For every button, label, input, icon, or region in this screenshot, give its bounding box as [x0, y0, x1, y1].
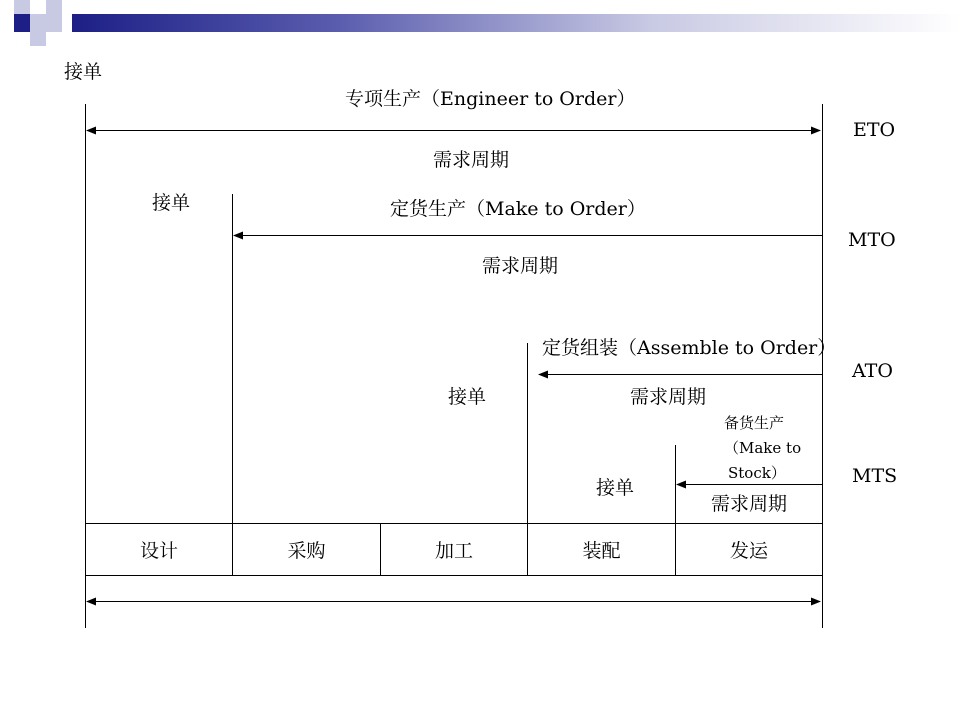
mto-code: MTO [848, 229, 896, 251]
eto-cycle-label: 需求周期 [433, 149, 510, 171]
eto-title: 专项生产（Engineer to Order） [345, 88, 636, 110]
mts-order-label: 接单 [596, 477, 635, 499]
mts-title-line2: （Make to [724, 439, 802, 457]
mto-order-label: 接单 [152, 192, 191, 214]
mts-title-line1: 备货生产 [724, 414, 785, 432]
stage-design: 设计 [139, 540, 178, 562]
eto-order-label: 接单 [64, 61, 103, 83]
ato-cycle-label: 需求周期 [630, 386, 707, 408]
mto-title: 定货生产（Make to Order） [390, 198, 646, 220]
eto-code: ETO [853, 119, 896, 141]
mts-title-line3: Stock） [728, 464, 786, 482]
ato-order-label: 接单 [448, 386, 487, 408]
mto-cycle-label: 需求周期 [482, 255, 559, 277]
stage-procurement: 采购 [287, 540, 326, 562]
stage-assembly: 装配 [582, 540, 621, 562]
stage-processing: 加工 [434, 540, 473, 562]
stage-shipping: 发运 [729, 540, 768, 562]
mts-code: MTS [852, 465, 898, 487]
mts-cycle-label: 需求周期 [711, 493, 788, 515]
ato-code: ATO [852, 360, 893, 382]
ato-title: 定货组装（Assemble to Order） [542, 337, 837, 359]
